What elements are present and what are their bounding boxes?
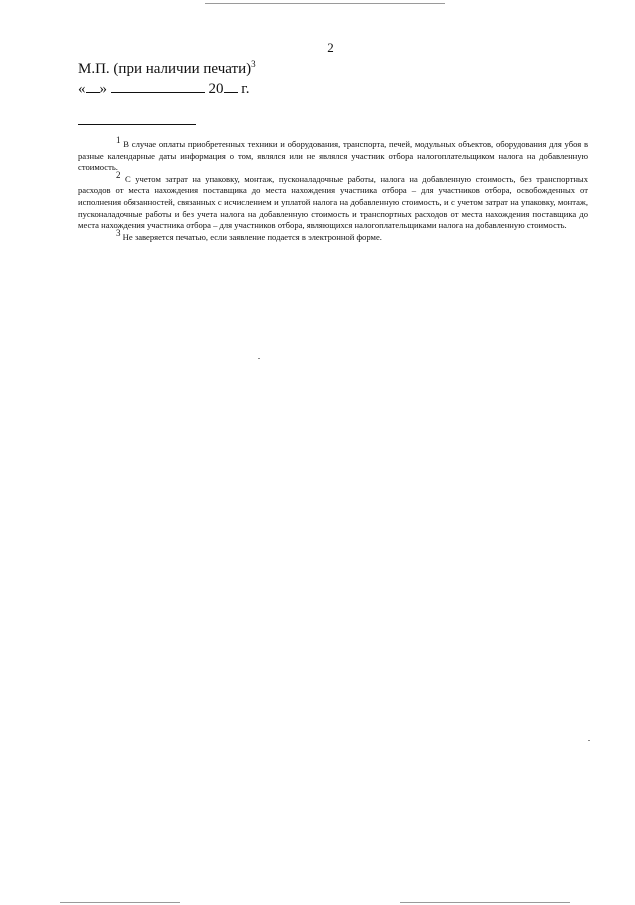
scan-speck [588, 740, 590, 741]
year-suffix: г. [241, 81, 250, 97]
month-blank [111, 80, 205, 93]
year-prefix: 20 [208, 81, 224, 97]
date-line [78, 80, 249, 98]
footnote-text: С учетом затрат на упаковку, монтаж, пусконаладочные работы, налога на добавленную стоимость, без транспортных расходов от места нахождения поставщика до места нахождения участника отбора – для участников отбора, освобожденных от исполнения обязанностей, связанных с исчислением и уплатой налога на добавленную стоимость, и с учетом затрат на упаковку, монтаж, пусконаладочные работы и без учета налога на добавленную стоимость и транспортных расходов от места нахождения поставщика до места нахождения участника отбора – для участников отбора, являющихся налогоплательщиками налога на добавленную стоимость. [78, 173, 588, 231]
footnote [78, 135, 589, 174]
footnote-mark: 2 [116, 169, 121, 180]
footnote-text: В случае оплаты приобретенных техники и оборудования, транспорта, печей, модульных объектов, оборудования для убоя в разные календарные даты информация о том, являлся или не являлся участник отбора налогоплательщиком налога на добавленную стоимость. [78, 139, 589, 173]
year-blank [224, 80, 238, 93]
seal-placeholder [78, 61, 256, 78]
day-blank [86, 80, 100, 93]
scan-edge-top [205, 3, 445, 4]
footnote [78, 169, 588, 232]
date-close-quote: » [99, 81, 107, 97]
scan-speck [258, 358, 260, 359]
footnote [78, 227, 588, 244]
date-open-quote: « [78, 81, 86, 97]
seal-footnote-ref: 3 [251, 59, 256, 69]
footnote-separator [78, 124, 196, 125]
seal-text: М.П. (при наличии печати) [78, 61, 252, 77]
footnote-mark: 1 [116, 135, 121, 146]
footnotes [78, 135, 589, 243]
footnote-text: Не заверяется печатью, если заявление подается в электронной форме. [122, 231, 382, 242]
scan-edge-bottom-left [60, 902, 180, 903]
scan-edge-bottom-right [400, 902, 570, 903]
footnote-mark: 3 [116, 227, 121, 238]
page-number: 2 [327, 40, 334, 55]
